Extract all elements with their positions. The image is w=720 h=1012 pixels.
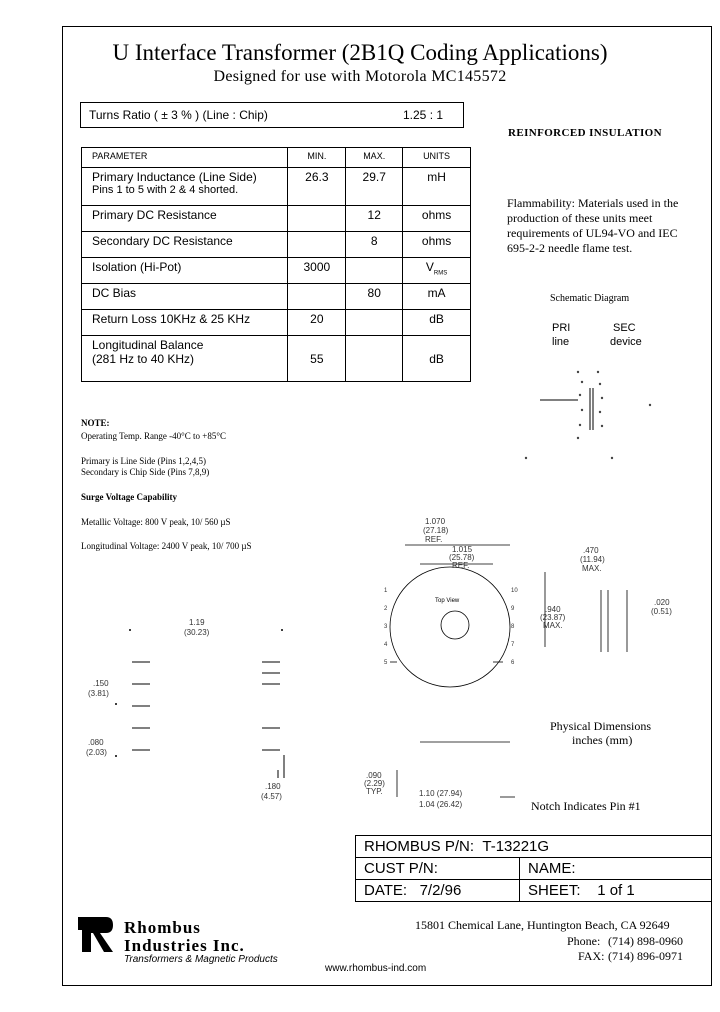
side-tag: MAX. xyxy=(582,564,602,573)
sheet-label: SHEET: xyxy=(528,882,581,899)
footprint-pad-in: .080 xyxy=(88,738,104,747)
table-row: Return Loss 10KHz & 25 KHz 20 dB xyxy=(82,310,471,336)
standoff-mm: (2.29) xyxy=(364,779,385,788)
turns-ratio-label: Turns Ratio ( ± 3 % ) (Line : Chip) xyxy=(89,108,268,122)
footprint-padlen-in: .180 xyxy=(265,782,281,791)
svg-text:8: 8 xyxy=(511,624,515,630)
company-website[interactable]: www.rhombus-ind.com xyxy=(325,963,427,974)
company-address: 15801 Chemical Lane, Huntington Beach, CA 92649 xyxy=(415,918,670,932)
standoff-in: .090 xyxy=(366,771,382,780)
insulation-heading: REINFORCED INSULATION xyxy=(508,127,662,139)
table-row: Primary DC Resistance 12 ohms xyxy=(82,206,471,232)
page-title: U Interface Transformer (2B1Q Coding Applications) xyxy=(112,40,608,65)
side-mm: (11.94) xyxy=(580,555,605,564)
inner-width-tag: REF. xyxy=(452,561,470,570)
col-units: UNITS xyxy=(403,148,471,168)
company-logo-icon xyxy=(78,917,114,953)
col-max: MAX. xyxy=(346,148,403,168)
side-in: .470 xyxy=(583,546,599,555)
svg-text:2: 2 xyxy=(384,606,388,612)
height-mm: (23.87) xyxy=(540,613,566,622)
col-min: MIN. xyxy=(288,148,346,168)
phone-label: Phone: xyxy=(567,934,601,948)
title-block xyxy=(355,835,712,902)
cust-pn-label: CUST P/N: xyxy=(356,858,520,880)
height-in: .940 xyxy=(545,605,561,614)
footprint-padlen-mm: (4.57) xyxy=(261,792,282,801)
pcb-footprint xyxy=(110,620,300,790)
schematic-diagram xyxy=(520,350,670,470)
company-name-2: Industries Inc. xyxy=(124,936,245,955)
schematic-title: Schematic Diagram xyxy=(550,293,630,304)
height-tag: MAX. xyxy=(543,621,563,630)
note-secondary: Secondary is Chip Side (Pins 7,8,9) xyxy=(81,467,210,477)
fax-number: (714) 896-0971 xyxy=(608,949,683,963)
table-row: Isolation (Hi-Pot) 3000 $V_{RMS}$ xyxy=(82,258,471,284)
schematic-sec-label: SEC xyxy=(613,322,636,334)
note-heading: NOTE: xyxy=(81,418,110,428)
footprint-width-in: 1.19 xyxy=(189,618,205,627)
svg-text:7: 7 xyxy=(511,642,515,648)
spec-table xyxy=(81,147,471,382)
part-number: T-13221G xyxy=(482,838,550,855)
col-parameter: PARAMETER xyxy=(82,148,288,168)
bottom-dim-2: 1.04 (26.42) xyxy=(419,800,463,809)
standoff-tag: TYP. xyxy=(366,787,383,796)
table-row: DC Bias 80 mA xyxy=(82,284,471,310)
footprint-width-mm: (30.23) xyxy=(184,628,210,637)
footprint-pad-mm: (2.03) xyxy=(86,748,107,757)
page-subtitle: Designed for use with Motorola MC145572 xyxy=(213,68,507,85)
name-label: NAME: xyxy=(520,858,712,880)
svg-text:9: 9 xyxy=(511,606,515,612)
svg-text:10: 10 xyxy=(511,588,518,594)
physical-units-label: inches (mm) xyxy=(572,733,633,747)
table-row: Secondary DC Resistance 8 ohms xyxy=(82,232,471,258)
svg-text:4: 4 xyxy=(384,642,388,648)
notch-label: Notch Indicates Pin #1 xyxy=(531,799,641,813)
schematic-sec-sub: device xyxy=(610,336,642,348)
surge-longitudinal: Longitudinal Voltage: 2400 V peak, 10/ 700 µS xyxy=(81,541,252,551)
table-row: Primary Inductance (Line Side) Pins 1 to 5 with 2 & 4 shorted. 26.3 29.7 mH xyxy=(82,168,471,206)
flammability-text: Flammability: Materials used in the production of these units meet requirements of UL94-VO and IEC 695-2-2 needle flame test. xyxy=(507,196,679,255)
sheet-value: 1 of 1 xyxy=(597,882,635,899)
svg-text:6: 6 xyxy=(511,660,515,666)
surge-heading: Surge Voltage Capability xyxy=(81,492,178,502)
ref-width-mm: (27.18) xyxy=(423,526,449,535)
top-view-label: Top View xyxy=(435,598,460,604)
turns-ratio-box xyxy=(80,102,464,128)
bottom-dim-1: 1.10 (27.94) xyxy=(419,789,463,798)
ref-width-in: 1.070 xyxy=(425,517,446,526)
date-label: DATE: xyxy=(364,882,408,899)
physical-drawing xyxy=(375,512,680,812)
phone-number: (714) 898-0960 xyxy=(608,934,683,948)
spec-table-header xyxy=(82,148,471,168)
svg-text:1: 1 xyxy=(384,588,388,594)
physical-dimensions-label: Physical Dimensions xyxy=(550,719,651,733)
inner-width-in: 1.015 xyxy=(452,545,473,554)
lead-mm: (0.51) xyxy=(651,607,672,616)
part-label: RHOMBUS P/N: xyxy=(364,838,475,855)
inner-width-mm: (25.78) xyxy=(449,553,475,562)
svg-text:5: 5 xyxy=(384,660,388,666)
lead-in: .020 xyxy=(654,598,670,607)
svg-text:3: 3 xyxy=(384,624,388,630)
footprint-pitch-mm: (3.81) xyxy=(88,689,109,698)
turns-ratio-value: 1.25 : 1 xyxy=(403,108,444,122)
note-operating-temp: Operating Temp. Range -40°C to +85°C xyxy=(81,431,226,441)
footprint-pitch-in: .150 xyxy=(93,679,109,688)
company-tagline: Transformers & Magnetic Products xyxy=(124,954,278,965)
schematic-pri-sub: line xyxy=(552,336,570,348)
schematic-pri-label: PRI xyxy=(552,322,571,334)
surge-metallic: Metallic Voltage: 800 V peak, 10/ 560 µS xyxy=(81,517,231,527)
date-value: 7/2/96 xyxy=(419,882,462,899)
company-name-1: Rhombus xyxy=(124,918,201,937)
fax-label: FAX: xyxy=(578,949,605,963)
note-primary: Primary is Line Side (Pins 1,2,4,5) xyxy=(81,456,206,466)
ref-width-tag: REF. xyxy=(425,535,443,544)
table-row: Longitudinal Balance (281 Hz to 40 KHz) 55 dB xyxy=(82,336,471,382)
